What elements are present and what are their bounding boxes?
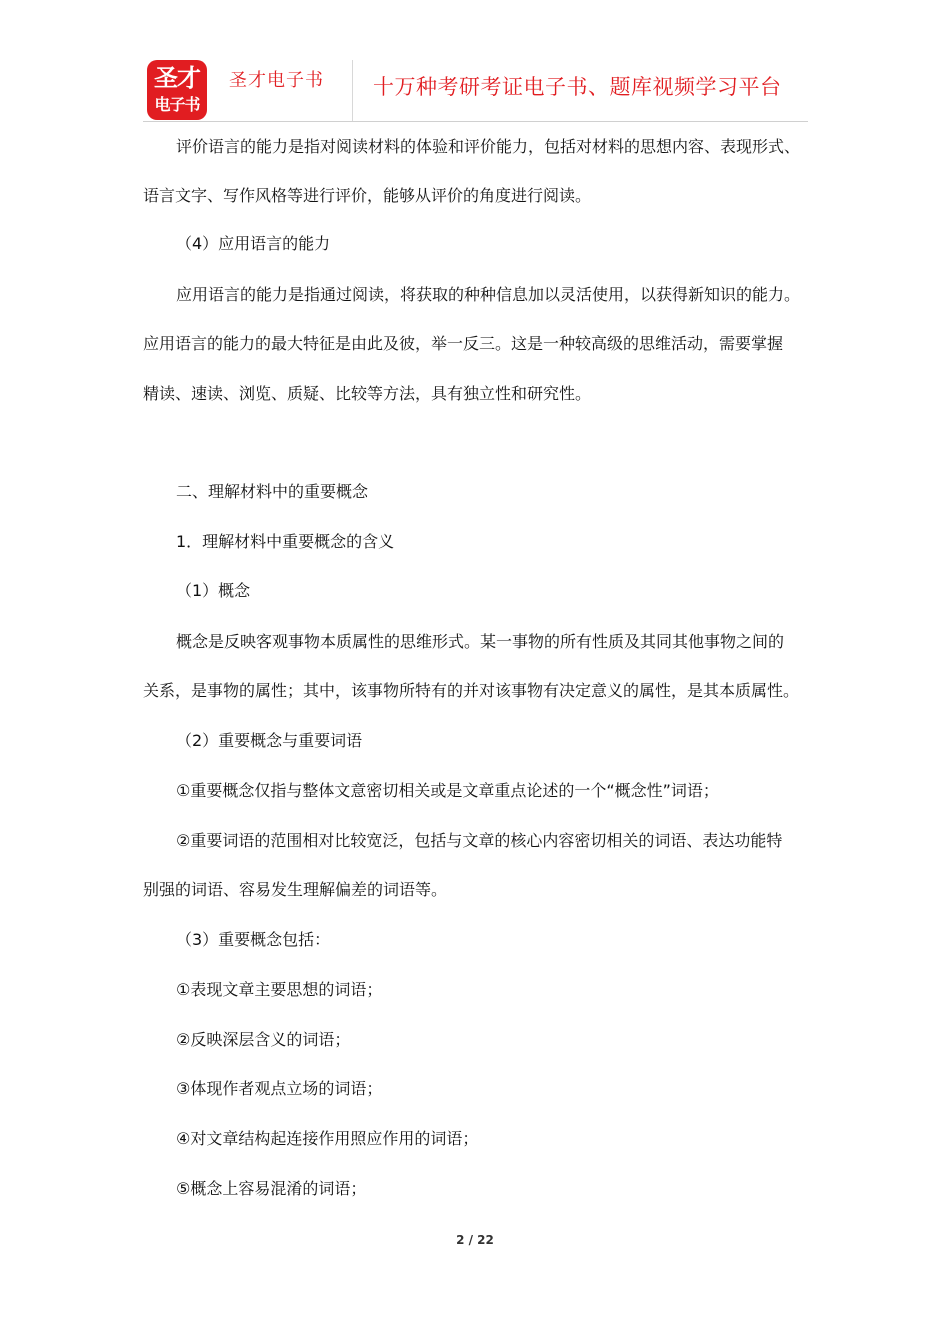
section-heading: 1．理解材料中重要概念的含义 xyxy=(176,532,395,551)
paragraph-line: 评价语言的能力是指对阅读材料的体验和评价能力，包括对材料的思想内容、表现形式、 xyxy=(176,137,801,156)
paragraph-line: 概念是反映客观事物本质属性的思维形式。某一事物的所有性质及其同其他事物之间的 xyxy=(176,632,785,651)
header-divider xyxy=(352,60,353,122)
header-rule xyxy=(143,121,808,122)
list-item: ④对文章结构起连接作用照应作用的词语； xyxy=(176,1129,479,1148)
paragraph-line: 关系，是事物的属性；其中，该事物所特有的并对该事物有决定意义的属性，是其本质属性。 xyxy=(143,681,800,700)
list-item: ①表现文章主要思想的词语； xyxy=(176,980,383,999)
header-slogan: 十万种考研考证电子书、题库视频学习平台 xyxy=(373,75,782,99)
page-header xyxy=(143,58,808,122)
paragraph-line: 别强的词语、容易发生理解偏差的词语等。 xyxy=(143,880,448,899)
paragraph-line: 应用语言的能力的最大特征是由此及彼，举一反三。这是一种较高级的思维活动，需要掌握 xyxy=(143,334,784,353)
brand-logo xyxy=(147,60,207,120)
list-item: ②反映深层含义的词语； xyxy=(176,1030,351,1049)
logo-top-text: 圣才 xyxy=(154,64,200,92)
paragraph-line: 应用语言的能力是指通过阅读，将获取的种种信息加以灵活使用，以获得新知识的能力。 xyxy=(176,285,801,304)
section-heading: （1）概念 xyxy=(176,581,251,600)
section-heading: （4）应用语言的能力 xyxy=(176,234,331,253)
section-heading: （3）重要概念包括： xyxy=(176,930,331,949)
section-heading: （2）重要概念与重要词语 xyxy=(176,731,363,750)
page-number: 2 / 22 xyxy=(456,1233,494,1247)
list-item: ②重要词语的范围相对比较宽泛，包括与文章的核心内容密切相关的词语、表达功能特 xyxy=(176,831,783,850)
list-item: ③体现作者观点立场的词语； xyxy=(176,1079,383,1098)
paragraph-line: 精读、速读、浏览、质疑、比较等方法，具有独立性和研究性。 xyxy=(143,384,592,403)
list-item: ①重要概念仅指与整体文意密切相关或是文章重点论述的一个“概念性”词语； xyxy=(176,781,719,800)
brand-name: 圣才电子书 xyxy=(229,70,324,91)
section-heading: 二、理解材料中的重要概念 xyxy=(176,482,369,501)
logo-bottom-text: 电子书 xyxy=(154,95,200,114)
paragraph-line: 语言文字、写作风格等进行评价，能够从评价的角度进行阅读。 xyxy=(143,186,592,205)
list-item: ⑤概念上容易混淆的词语； xyxy=(176,1179,367,1198)
